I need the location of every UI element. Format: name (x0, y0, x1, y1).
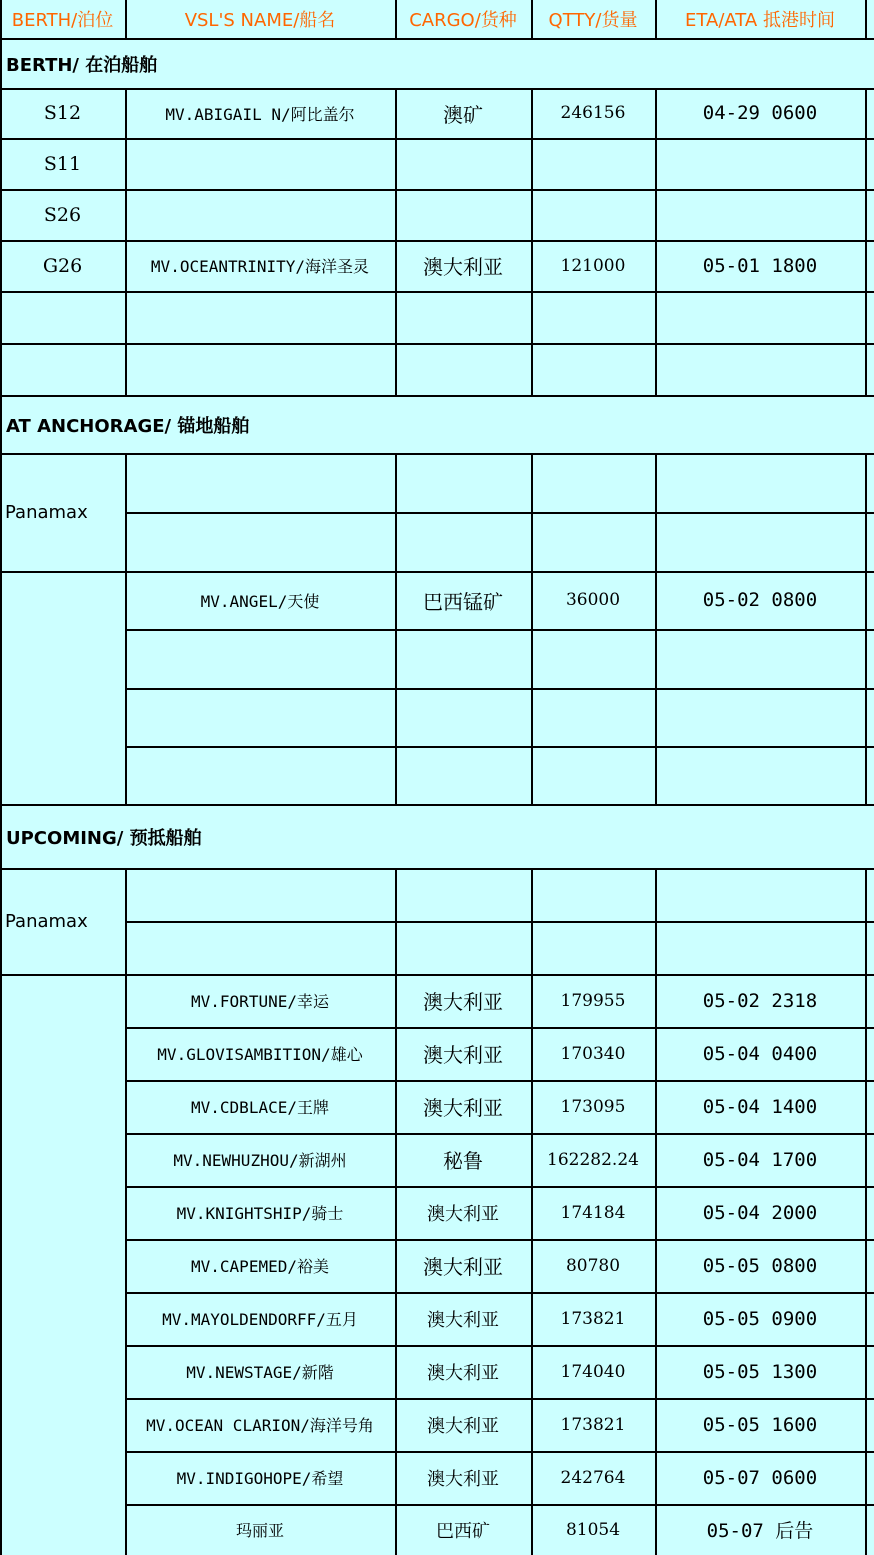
cargo-quantity: 173095 (560, 1096, 626, 1117)
eta-time: 05-01 1800 (702, 254, 818, 277)
eta-time: 05-04 2000 (702, 1201, 818, 1224)
cargo-type (395, 746, 531, 804)
vessel-name: MV.ANGEL/天使 (200, 591, 320, 611)
grid-line (125, 88, 127, 395)
eta-time (655, 921, 865, 974)
cargo-type (395, 868, 531, 921)
cargo-type (395, 189, 531, 240)
cargo-quantity: 80780 (565, 1255, 621, 1276)
eta-time: 04-29 0600 (702, 102, 818, 124)
cargo-type (395, 688, 531, 746)
cargo-quantity: 170340 (560, 1043, 626, 1064)
grid-line (125, 868, 127, 1555)
grid-line (531, 453, 533, 804)
berth-code: S12 (43, 102, 82, 124)
grid-line (395, 868, 397, 1555)
berth-code (0, 291, 125, 343)
vessel-class-label: Panamax (5, 910, 88, 932)
eta-time: 05-02 2318 (702, 989, 818, 1012)
berth-code: G26 (42, 254, 83, 277)
cargo-quantity: 174184 (560, 1202, 626, 1223)
grid-line (655, 88, 657, 395)
eta-time (655, 343, 865, 395)
grid-line (655, 868, 657, 1555)
cargo-quantity (531, 512, 655, 571)
cargo-type: 澳矿 (443, 102, 483, 127)
cargo-quantity: 179955 (560, 990, 626, 1011)
cargo-quantity (531, 189, 655, 240)
vessel-name: MV.ABIGAIL N/阿比盖尔 (165, 104, 355, 124)
vessel-name (125, 688, 395, 746)
grid-line (395, 88, 397, 395)
grid-line (395, 0, 397, 38)
eta-time: 05-05 0900 (702, 1307, 818, 1330)
grid-line (125, 453, 127, 804)
vessel-name (125, 138, 395, 189)
cargo-quantity (531, 688, 655, 746)
grid-line (865, 88, 867, 395)
column-header-qtty: QTTY/货量 (548, 10, 638, 31)
cargo-type: 巴西锰矿 (423, 589, 503, 614)
grid-line (531, 88, 533, 395)
vessel-name (125, 512, 395, 571)
cargo-quantity: 121000 (560, 255, 626, 276)
cargo-type: 澳大利亚 (427, 1362, 499, 1384)
grid-line (0, 0, 2, 1555)
berth-code: S26 (43, 203, 82, 226)
column-header-vsl: VSL'S NAME/船名 (184, 10, 336, 31)
column-header-cargo: CARGO/货种 (409, 10, 517, 31)
cargo-type: 秘鲁 (443, 1149, 483, 1173)
cargo-type (395, 291, 531, 343)
cargo-quantity: 81054 (565, 1519, 621, 1540)
vessel-name: MV.NEWHUZHOU/新湖州 (173, 1151, 347, 1170)
cargo-quantity: 246156 (560, 103, 626, 123)
eta-time (655, 453, 865, 512)
vessel-name: MV.OCEANTRINITY/海洋圣灵 (150, 257, 370, 276)
cargo-quantity: 173821 (560, 1414, 626, 1435)
vessel-name: MV.FORTUNE/幸运 (191, 992, 329, 1011)
vessel-name (125, 453, 395, 512)
cargo-type: 澳大利亚 (427, 1468, 499, 1490)
eta-time: 05-05 0800 (702, 1254, 818, 1277)
cargo-type (395, 629, 531, 688)
eta-time (655, 629, 865, 688)
cargo-quantity (531, 291, 655, 343)
cargo-type (395, 512, 531, 571)
vessel-name: MV.KNIGHTSHIP/骑士 (176, 1204, 344, 1223)
cargo-quantity (531, 453, 655, 512)
vessel-name: MV.INDIGOHOPE/希望 (176, 1469, 344, 1488)
eta-time: 05-04 1400 (702, 1095, 818, 1118)
vessel-name: MV.CDBLACE/王牌 (191, 1098, 329, 1117)
cargo-quantity (531, 921, 655, 974)
vessel-name (125, 868, 395, 921)
eta-time (655, 138, 865, 189)
grid-line (125, 0, 127, 38)
eta-time (655, 189, 865, 240)
vessel-name (125, 291, 395, 343)
grid-line (395, 453, 397, 804)
eta-time: 05-04 0400 (702, 1042, 818, 1065)
cargo-type: 巴西矿 (436, 1520, 490, 1542)
berth-code (0, 343, 125, 395)
eta-time (655, 868, 865, 921)
section-title-berth: BERTH/ 在泊船舶 (6, 55, 158, 76)
column-header-berth: BERTH/泊位 (11, 10, 114, 31)
vessel-name: MV.GLOVISAMBITION/雄心 (157, 1045, 363, 1064)
cargo-type: 澳大利亚 (423, 255, 503, 279)
grid-line (531, 0, 533, 38)
vessel-name: MV.MAYOLDENDORFF/五月 (162, 1310, 358, 1329)
eta-time: 05-07 0600 (702, 1466, 818, 1489)
cargo-quantity: 242764 (560, 1467, 626, 1488)
cargo-type (395, 343, 531, 395)
cargo-quantity (531, 746, 655, 804)
cargo-quantity (531, 629, 655, 688)
vessel-name: MV.OCEAN CLARION/海洋号角 (146, 1416, 374, 1435)
cargo-quantity: 162282.24 (547, 1149, 639, 1170)
cargo-type (395, 921, 531, 974)
vessel-name: 玛丽亚 (235, 1521, 284, 1540)
vessel-name: MV.CAPEMED/裕美 (191, 1257, 329, 1276)
grid-line (531, 868, 533, 1555)
vessel-name (125, 629, 395, 688)
eta-time: 05-05 1300 (702, 1360, 818, 1383)
cargo-type: 澳大利亚 (423, 1043, 503, 1067)
vessel-name: MV.NEWSTAGE/新階 (186, 1363, 334, 1382)
eta-time: 05-05 1600 (702, 1413, 818, 1436)
eta-time (655, 746, 865, 804)
grid-line (865, 868, 867, 1555)
cargo-quantity: 36000 (565, 590, 621, 610)
berth-code: S11 (43, 152, 82, 175)
vessel-class-label: Panamax (5, 501, 88, 523)
cargo-type: 澳大利亚 (427, 1309, 499, 1331)
grid-line (865, 453, 867, 804)
vessel-name (125, 189, 395, 240)
cargo-quantity (531, 138, 655, 189)
cargo-type: 澳大利亚 (423, 1255, 503, 1279)
cargo-quantity (531, 868, 655, 921)
eta-time (655, 688, 865, 746)
grid-line (655, 453, 657, 804)
vessel-name (125, 343, 395, 395)
column-header-eta: ETA/ATA 抵港时间 (685, 10, 835, 31)
cargo-type: 澳大利亚 (423, 1096, 503, 1120)
grid-line (865, 0, 867, 38)
vessel-name (125, 746, 395, 804)
cargo-type: 澳大利亚 (427, 1203, 499, 1225)
cargo-quantity (531, 343, 655, 395)
cargo-quantity: 174040 (560, 1361, 626, 1382)
eta-time (655, 291, 865, 343)
cargo-type (395, 138, 531, 189)
cargo-type: 澳大利亚 (427, 1415, 499, 1437)
section-title-upcoming: UPCOMING/ 预抵船舶 (6, 828, 202, 849)
eta-time: 05-07 后告 (706, 1520, 814, 1542)
cargo-type (395, 453, 531, 512)
cargo-quantity: 173821 (560, 1308, 626, 1329)
eta-time (655, 512, 865, 571)
section-title-anchorage: AT ANCHORAGE/ 锚地船舶 (6, 416, 250, 437)
eta-time: 05-04 1700 (702, 1148, 818, 1171)
vessel-name (125, 921, 395, 974)
cargo-type: 澳大利亚 (423, 990, 503, 1014)
eta-time: 05-02 0800 (702, 589, 818, 611)
grid-line (655, 0, 657, 38)
